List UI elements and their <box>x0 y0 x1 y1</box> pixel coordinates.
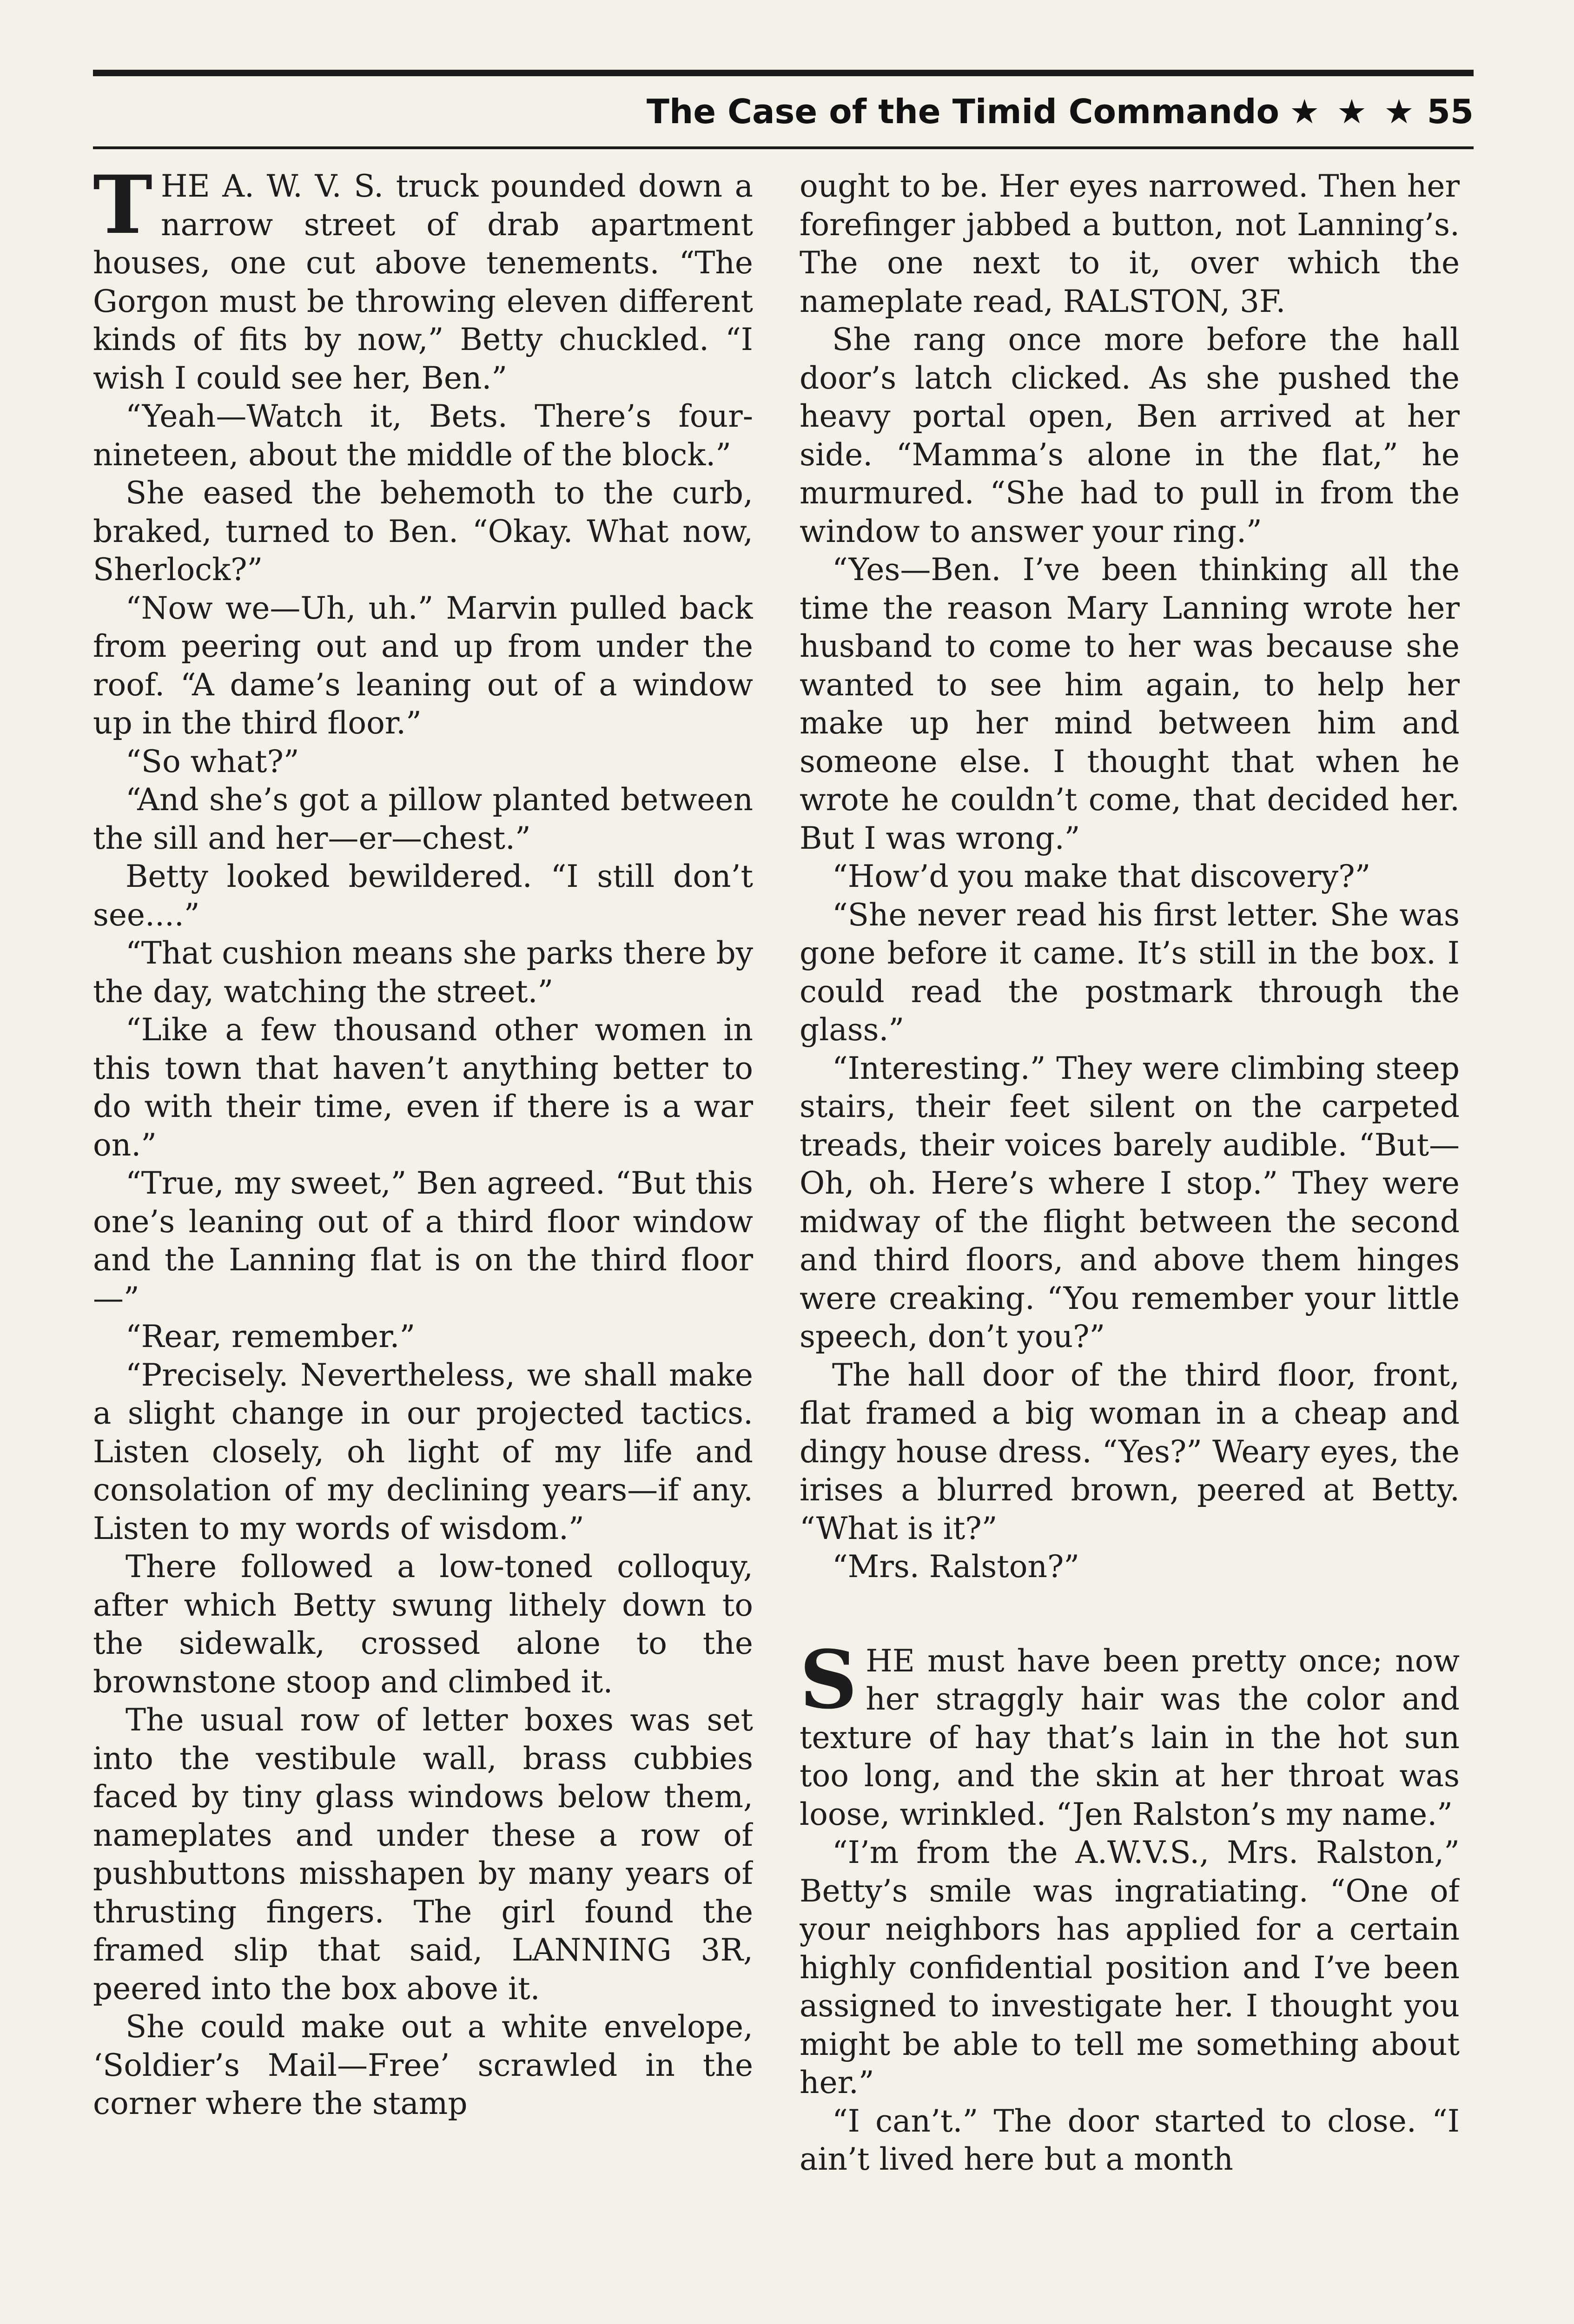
paragraph: “Yeah—Watch it, Bets. There’s four-nineteen, about the middle of the block.” <box>93 398 753 473</box>
section-break <box>800 1586 1460 1642</box>
running-header <box>93 84 1474 139</box>
drop-cap: T <box>93 167 152 252</box>
paragraph: She eased the behemoth to the curb, braked, turned to Ben. “Okay. What now, Sherlock?” <box>93 475 753 588</box>
right-column <box>800 167 1460 2324</box>
paragraph: “True, my sweet,” Ben agreed. “But this one’s leaning out of a third floor window and the Lanning flat is on the third floor—” <box>93 1165 753 1316</box>
paragraph: “Yes—Ben. I’ve been thinking all the time the reason Mary Lanning wrote her husband to come to her was because she wanted to see him again, to help her make up her mind between him and someone else. I thought that when he wrote he couldn’t come, that decided her. But I was wrong.” <box>800 552 1460 856</box>
star-rating: ★ ★ ★ <box>1290 92 1417 131</box>
page-number: 55 <box>1427 92 1474 131</box>
paragraph: “Like a few thousand other women in this town that haven’t anything better to do with their time, even if there is a war on.” <box>93 1012 753 1163</box>
paragraph: She rang once more before the hall door’s latch clicked. As she pushed the heavy portal open, Ben arrived at her side. “Mamma’s alone in the flat,” he murmured. “She had to pull in from the window to answer your ring.” <box>800 322 1460 549</box>
paragraph: The hall door of the third floor, front, flat framed a big woman in a cheap and dingy house dress. “Yes?” Weary eyes, the irises a blurred brown, peered at Betty. “What is it?” <box>800 1357 1460 1546</box>
paragraph: The usual row of letter boxes was set into the vestibule wall, brass cubbies faced by tiny glass windows below them, nameplates and under these a row of pushbuttons misshapen by many years of thrusting fingers. The girl found the framed slip that said, LANNING 3R, peered into the box above it. <box>93 1702 753 2007</box>
paragraph: “So what?” <box>126 743 299 779</box>
paragraph: “Now we—Uh, uh.” Marvin pulled back from peering out and up from under the roof. “A dame’s leaning out of a window up in the third floor.” <box>93 590 753 741</box>
paragraph: THE A. W. V. S. truck pounded down a narrow street of drab apartment houses, one cut above tenements. “The Gorgon must be throwing eleven different kinds of fits by now,” Betty chuckled. “I wish I could see her, Ben.” <box>93 167 753 396</box>
paragraph: “Precisely. Nevertheless, we shall make a slight change in our projected tactics. Listen closely, oh light of my life and consolation of my declining years—if any. Listen to my words of wisdom.” <box>93 1357 753 1546</box>
paragraph: “Rear, remember.” <box>126 1319 416 1354</box>
story-title: The Case of the Timid Commando <box>646 92 1280 131</box>
header-rule <box>93 146 1474 149</box>
paragraph: “And she’s got a pillow planted between the sill and her—er—chest.” <box>93 782 753 856</box>
paragraph: “Mrs. Ralston?” <box>832 1549 1080 1585</box>
paragraph: She could make out a white envelope, ‘Soldier’s Mail—Free’ scrawled in the corner where the stamp <box>93 2009 753 2121</box>
paragraph: There followed a low-toned colloquy, after which Betty swung lithely down to the sidewalk, crossed alone to the brownstone stoop and climbed it. <box>93 1549 753 1700</box>
paragraph: “That cushion means she parks there by the day, watching the street.” <box>93 935 753 1010</box>
paragraph: “I can’t.” The door started to close. “I ain’t lived here but a month <box>800 2103 1460 2177</box>
paragraph: Betty looked bewildered. “I still don’t see....” <box>93 858 753 933</box>
paragraph: ought to be. Her eyes narrowed. Then her forefinger jabbed a button, not Lanning’s. The one next to it, over which the nameplate read, RALSTON, 3F. <box>800 168 1460 319</box>
top-rule <box>93 70 1474 76</box>
paragraph: “She never read his first letter. She was gone before it came. It’s still in the box. I could read the postmark through the glass.” <box>800 897 1460 1048</box>
paragraph: “How’d you make that discovery?” <box>832 858 1371 894</box>
left-column <box>93 167 753 2324</box>
paragraph: SHE must have been pretty once; now her straggly hair was the color and texture of hay that’s lain in the hot sun too long, and the skin at her throat was loose, wrinkled. “Jen Ralston’s my name.” <box>800 1632 1460 1832</box>
paragraph: “I’m from the A.W.V.S., Mrs. Ralston,” Betty’s smile was ingratiating. “One of your neighbors has applied for a certain highly confidential position and I’ve been assigned to investigate her. I thought you might be able to tell me something about her.” <box>800 1835 1460 2100</box>
paragraph: “Interesting.” They were climbing steep stairs, their feet silent on the carpeted treads, their voices barely audible. “But—Oh, oh. Here’s where I stop.” They were midway of the flight between the second and third floors, and above them hinges were creaking. “You remember your little speech, don’t you?” <box>800 1050 1460 1354</box>
drop-cap: S <box>800 1632 858 1727</box>
